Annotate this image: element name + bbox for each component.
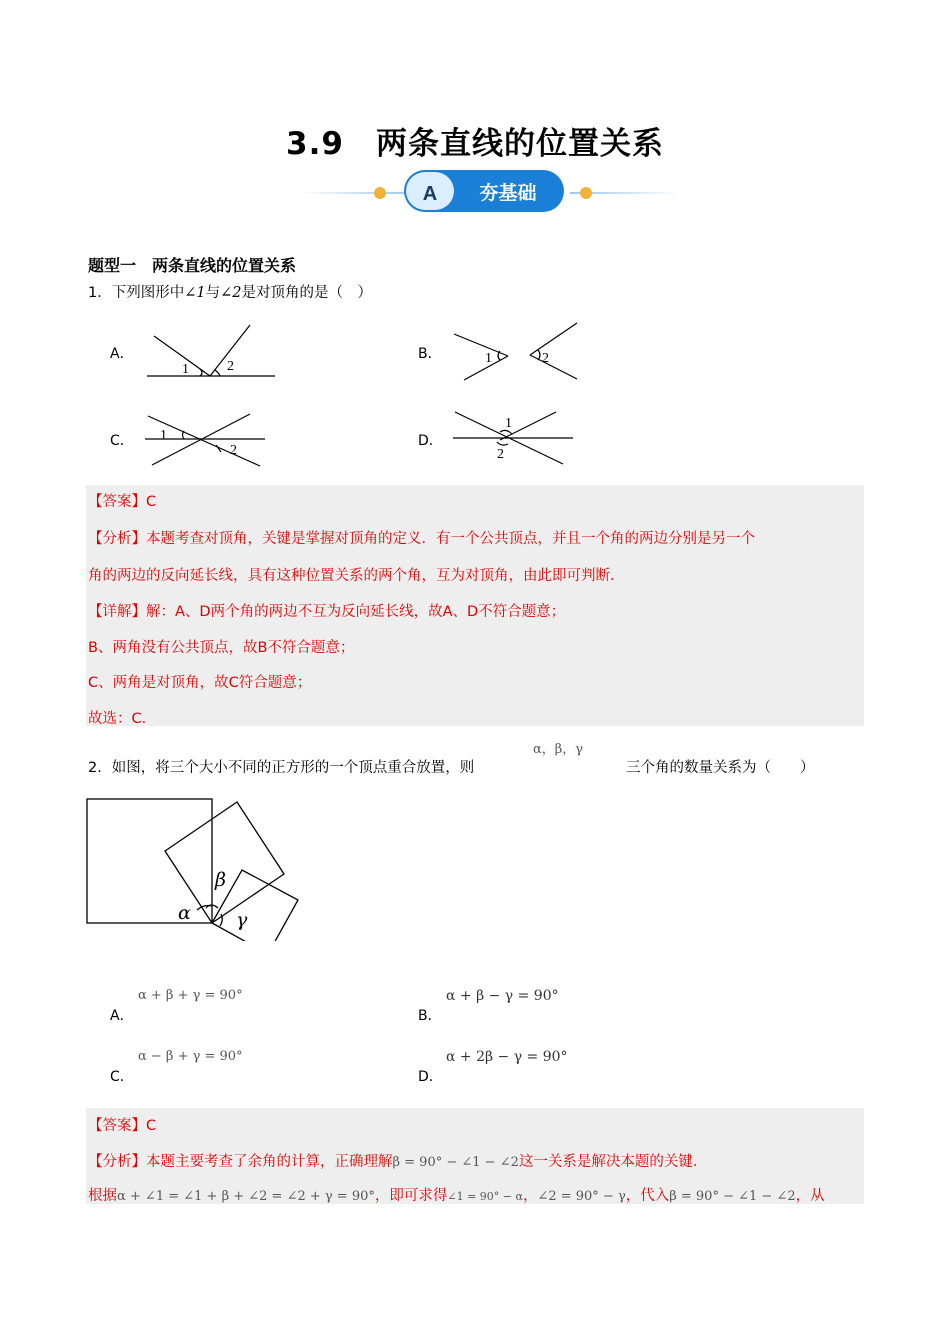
q1-option-d-label[interactable]: D．	[418, 433, 443, 449]
q1-option-b-figure	[450, 318, 585, 386]
q2-option-b-formula: α + β − γ = 90°	[446, 988, 559, 1004]
q1-option-c-label[interactable]: C．	[110, 433, 134, 449]
q1-detail-line-4: 故选：C．	[88, 711, 157, 727]
q1-a-angle-1: 1	[182, 362, 189, 377]
section-heading: 题型一 两条直线的位置关系	[88, 256, 297, 275]
q1-detail-line-1: 【详解】解：A、D两个角的两边不互为反向延长线，故A、D不符合题意；	[88, 604, 566, 620]
q1-option-a-figure	[140, 318, 285, 386]
q1-option-b-label[interactable]: B．	[418, 346, 442, 362]
q2-option-a-label[interactable]: A．	[110, 1008, 134, 1024]
q1-a-angle-2: 2	[227, 359, 234, 374]
banner-dot-right-icon	[580, 187, 592, 199]
q2-squares-figure	[84, 796, 304, 941]
q2-fig-gamma: γ	[236, 909, 248, 931]
q1-analysis-line-2: 角的两边的反向延长线，具有这种位置关系的两个角，互为对顶角，由此即可判断．	[88, 568, 625, 584]
q2-option-c-formula: α − β + γ = 90°	[138, 1049, 243, 1064]
q1-d-angle-2: 2	[497, 447, 504, 462]
banner-label: 夯基础	[479, 182, 537, 204]
banner-letter: A	[422, 183, 438, 205]
q1-detail-line-3: C、两角是对顶角，故C符合题意；	[88, 675, 312, 691]
q2-analysis-line-2: 根据α + ∠1 = ∠1 + β + ∠2 = ∠2 + γ = 90°，即可求得∠1 = 90° − α，∠2 = 90° − γ，代入β = 90° − ∠1 − ∠2，从	[88, 1188, 825, 1204]
q1-b-angle-2: 2	[542, 351, 549, 366]
q2-answer-line: 【答案】C	[88, 1118, 157, 1134]
section-banner	[300, 164, 680, 220]
q1-option-d-figure	[450, 406, 580, 468]
q2-option-c-label[interactable]: C．	[110, 1069, 134, 1085]
q1-answer-line: 【答案】C	[88, 494, 157, 510]
q1-option-a-label[interactable]: A．	[110, 346, 134, 362]
q1-d-angle-1: 1	[505, 416, 512, 431]
q2-analysis-line: 【分析】本题主要考查了余角的计算，正确理解β = 90° − ∠1 − ∠2这一关系是解决本题的关键．	[88, 1154, 708, 1170]
q1-c-angle-2: 2	[230, 443, 237, 458]
q2-fig-alpha: α	[178, 902, 191, 924]
q2-option-b-label[interactable]: B．	[418, 1008, 442, 1024]
q1-c-angle-1: 1	[160, 428, 167, 443]
page-title: 3.9 两条直线的位置关系	[286, 126, 664, 162]
q1-b-angle-1: 1	[485, 351, 492, 366]
q2-option-a-formula: α + β + γ = 90°	[138, 988, 243, 1003]
question-2-vars: α，β，γ	[533, 742, 584, 757]
question-2-text-end: 三个角的数量关系为（ ）	[626, 760, 815, 776]
q1-analysis-line-1: 【分析】本题考查对顶角，关键是掌握对顶角的定义．有一个公共顶点，并且一个角的两边分别是另一个	[88, 531, 755, 547]
banner-dot-left-icon	[374, 187, 386, 199]
q2-option-d-label[interactable]: D．	[418, 1069, 443, 1085]
q1-detail-line-2: B、两角没有公共顶点，故B不符合题意；	[88, 640, 355, 656]
question-2-text: 2．如图，将三个大小不同的正方形的一个顶点重合放置，则	[88, 760, 475, 776]
q1-option-c-figure	[140, 408, 270, 470]
question-1-text: 1．下列图形中∠1与∠2是对顶角的是（ ）	[88, 285, 372, 301]
q2-fig-beta: β	[215, 869, 226, 891]
q2-option-d-formula: α + 2β − γ = 90°	[446, 1049, 568, 1065]
